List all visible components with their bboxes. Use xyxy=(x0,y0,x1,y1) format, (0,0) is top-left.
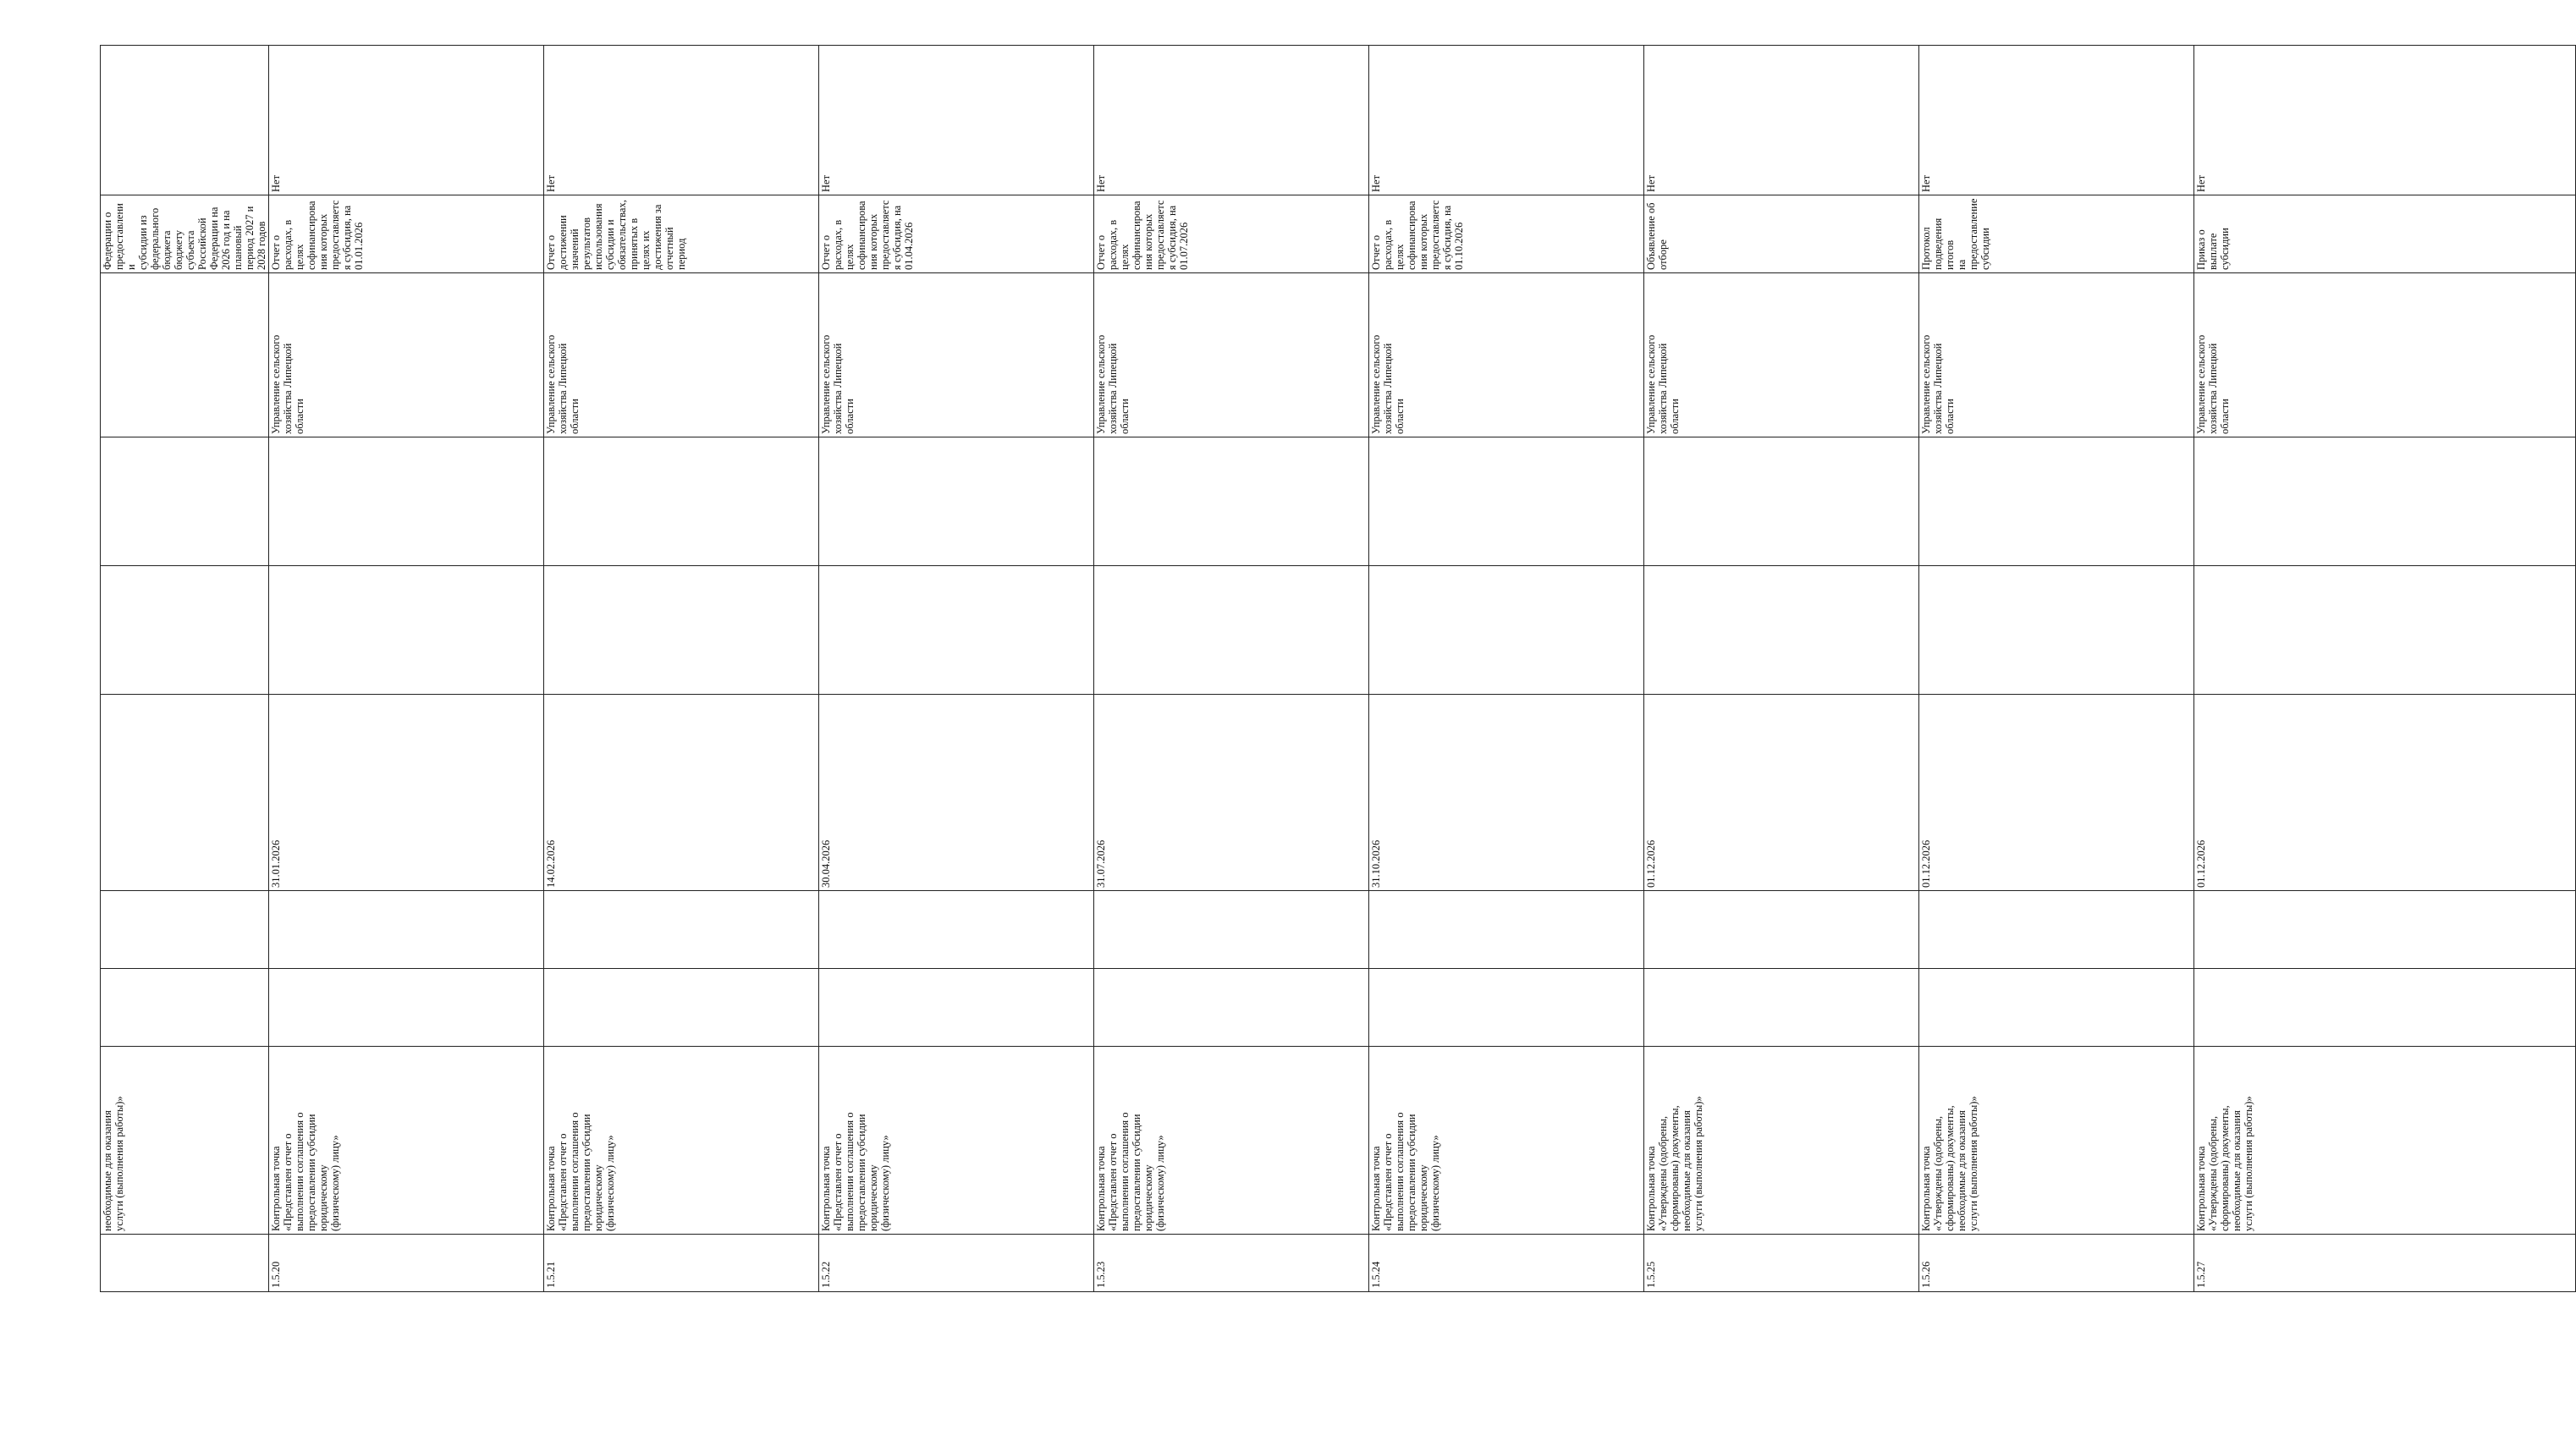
name-cell: Контрольная точка «Утверждены (одобрены, сформированы) документы, необходимые для оказания услуги (выполнения работы)» xyxy=(2194,1047,2576,1235)
empty-cell xyxy=(1644,566,1919,695)
flag-cell: Нет xyxy=(1369,46,1644,195)
flag-cell: Нет xyxy=(544,46,819,195)
document-cell: Федерации о предоставлении субсидии из федерального бюджета бюджету субъекта Российской Федерации на 2026 год и на плановый период 2027 и 2028 годов xyxy=(101,195,269,273)
empty-cell xyxy=(819,437,1094,566)
date-cell: 14.02.2026 xyxy=(544,695,819,891)
flag-cell xyxy=(101,46,269,195)
empty-cell xyxy=(544,891,819,969)
row-number-cell: 1.5.22 xyxy=(819,1235,1094,1292)
empty-cell xyxy=(1369,566,1644,695)
document-cell: Отчет о расходах, в целях софинансирования которых предоставляется субсидия, на 01.01.2026 xyxy=(269,195,544,273)
date-cell: 01.12.2026 xyxy=(1919,695,2194,891)
responsible-cell: Управление сельского хозяйства Липецкой области xyxy=(269,273,544,437)
empty-cell xyxy=(1094,566,1369,695)
empty-cell xyxy=(269,566,544,695)
flag-cell: Нет xyxy=(2194,46,2576,195)
responsible-cell: Управление сельского хозяйства Липецкой области xyxy=(1919,273,2194,437)
empty-cell xyxy=(2194,891,2576,969)
date-cell: 01.12.2026 xyxy=(2194,695,2576,891)
date-cell: 31.07.2026 xyxy=(1094,695,1369,891)
empty-cell xyxy=(1094,969,1369,1047)
flag-cell: Нет xyxy=(1094,46,1369,195)
document-cell: Отчет о расходах, в целях софинансирования которых предоставляется субсидия, на 01.04.2026 xyxy=(819,195,1094,273)
name-cell: Контрольная точка «Утверждены (одобрены, сформированы) документы, необходимые для оказания услуги (выполнения работы)» xyxy=(1644,1047,1919,1235)
name-cell: необходимые для оказания услуги (выполнения работы)» xyxy=(101,1047,269,1235)
empty-cell xyxy=(819,969,1094,1047)
flag-cell: Нет xyxy=(1919,46,2194,195)
responsible-cell: Управление сельского хозяйства Липецкой области xyxy=(819,273,1094,437)
empty-cell xyxy=(544,437,819,566)
empty-cell xyxy=(1094,891,1369,969)
empty-cell xyxy=(101,891,269,969)
empty-cell xyxy=(2194,437,2576,566)
empty-cell xyxy=(101,437,269,566)
date-cell: 31.01.2026 xyxy=(269,695,544,891)
document-cell: Протокол подведения итогов на предоставление субсидии xyxy=(1919,195,2194,273)
empty-cell xyxy=(1644,437,1919,566)
table-row xyxy=(101,46,269,1292)
name-cell: Контрольная точка «Представлен отчет о выполнении соглашения о предоставлении субсидии юридическому (физическому) лицу» xyxy=(1369,1047,1644,1235)
date-cell: 01.12.2026 xyxy=(1644,695,1919,891)
empty-cell xyxy=(544,566,819,695)
empty-cell xyxy=(1644,969,1919,1047)
empty-cell xyxy=(101,969,269,1047)
document-cell: Отчет о расходах, в целях софинансирования которых предоставляется субсидия, на 01.07.2026 xyxy=(1094,195,1369,273)
empty-cell xyxy=(1369,437,1644,566)
row-number-cell: 1.5.23 xyxy=(1094,1235,1369,1292)
responsible-cell xyxy=(101,273,269,437)
empty-cell xyxy=(819,566,1094,695)
empty-cell xyxy=(269,969,544,1047)
empty-cell xyxy=(1919,891,2194,969)
table-row xyxy=(1369,46,1644,1292)
date-cell: 30.04.2026 xyxy=(819,695,1094,891)
empty-cell xyxy=(1644,891,1919,969)
empty-cell xyxy=(819,891,1094,969)
name-cell: Контрольная точка «Представлен отчет о выполнении соглашения о предоставлении субсидии юридическому (физическому) лицу» xyxy=(269,1047,544,1235)
table-row xyxy=(819,46,1094,1292)
empty-cell xyxy=(1094,437,1369,566)
name-cell: Контрольная точка «Утверждены (одобрены, сформированы) документы, необходимые для оказания услуги (выполнения работы)» xyxy=(1919,1047,2194,1235)
row-number-cell: 1.5.20 xyxy=(269,1235,544,1292)
row-number-cell: 1.5.27 xyxy=(2194,1235,2576,1292)
flag-cell: Нет xyxy=(1644,46,1919,195)
empty-cell xyxy=(1919,566,2194,695)
empty-cell xyxy=(1919,969,2194,1047)
responsible-cell: Управление сельского хозяйства Липецкой области xyxy=(1094,273,1369,437)
table-row xyxy=(1094,46,1369,1292)
name-cell: Контрольная точка «Представлен отчет о выполнении соглашения о предоставлении субсидии юридическому (физическому) лицу» xyxy=(819,1047,1094,1235)
date-cell: 31.10.2026 xyxy=(1369,695,1644,891)
responsible-cell: Управление сельского хозяйства Липецкой области xyxy=(1369,273,1644,437)
document-cell: Отчет о расходах, в целях софинансирования которых предоставляется субсидия, на 01.10.2026 xyxy=(1369,195,1644,273)
row-number-cell xyxy=(101,1235,269,1292)
row-number-cell: 1.5.24 xyxy=(1369,1235,1644,1292)
empty-cell xyxy=(544,969,819,1047)
control-points-table xyxy=(100,45,2576,1292)
row-number-cell: 1.5.25 xyxy=(1644,1235,1919,1292)
responsible-cell: Управление сельского хозяйства Липецкой области xyxy=(1644,273,1919,437)
row-number-cell: 1.5.26 xyxy=(1919,1235,2194,1292)
empty-cell xyxy=(269,437,544,566)
rotated-document-page xyxy=(100,46,2254,1292)
table-row xyxy=(1919,46,2194,1292)
name-cell: Контрольная точка «Представлен отчет о выполнении соглашения о предоставлении субсидии юридическому (физическому) лицу» xyxy=(544,1047,819,1235)
row-number-cell: 1.5.21 xyxy=(544,1235,819,1292)
empty-cell xyxy=(2194,566,2576,695)
responsible-cell: Управление сельского хозяйства Липецкой области xyxy=(544,273,819,437)
document-cell: Отчет о достижении значений результатов использования субсидии и обязательствах, принятых в целях их достижения за отчетный период xyxy=(544,195,819,273)
document-cell: Приказ о выплате субсидии xyxy=(2194,195,2576,273)
responsible-cell: Управление сельского хозяйства Липецкой области xyxy=(2194,273,2576,437)
flag-cell: Нет xyxy=(819,46,1094,195)
date-cell xyxy=(101,695,269,891)
document-cell: Объявление об отборе xyxy=(1644,195,1919,273)
empty-cell xyxy=(1369,891,1644,969)
name-cell: Контрольная точка «Представлен отчет о выполнении соглашения о предоставлении субсидии юридическому (физическому) лицу» xyxy=(1094,1047,1369,1235)
table-row xyxy=(2194,46,2576,1292)
table-row xyxy=(269,46,544,1292)
empty-cell xyxy=(101,566,269,695)
table-row xyxy=(544,46,819,1292)
empty-cell xyxy=(2194,969,2576,1047)
empty-cell xyxy=(1919,437,2194,566)
empty-cell xyxy=(1369,969,1644,1047)
flag-cell: Нет xyxy=(269,46,544,195)
empty-cell xyxy=(269,891,544,969)
table-row xyxy=(1644,46,1919,1292)
